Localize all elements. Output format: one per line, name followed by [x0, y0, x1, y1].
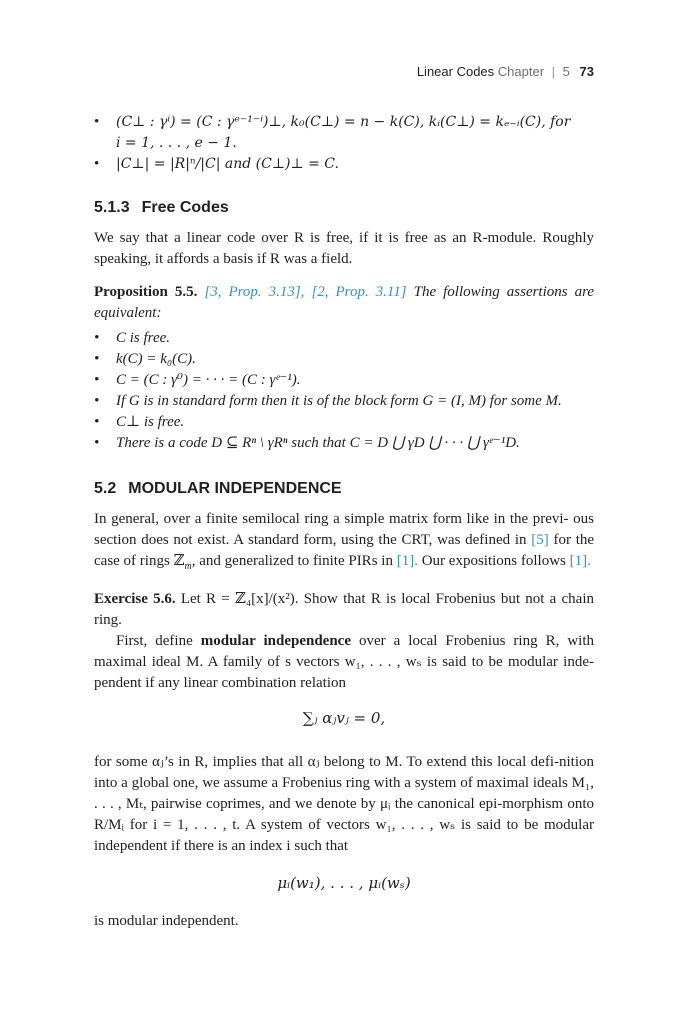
subscript: m	[184, 561, 192, 572]
paragraph-text: follows	[520, 553, 566, 569]
proposition-items	[94, 328, 594, 454]
section-number: 5.1.3	[94, 199, 130, 216]
list-item	[94, 154, 594, 175]
running-head-separator: |	[551, 64, 556, 79]
exercise-statement	[94, 589, 594, 631]
citation-link[interactable]: [3, Prop. 3.13],	[204, 284, 305, 300]
paragraph-modular-independence	[94, 631, 594, 694]
paragraph-text: Our expositions	[421, 553, 518, 569]
proposition-text: The following assertions are	[413, 284, 595, 300]
paragraph-free-code: We say that a linear code over R is free, if it is free as an R-module. Roughly speaking, it affords a basis if R was a field.	[94, 230, 594, 267]
list-item	[94, 112, 594, 154]
page-number: 73	[579, 64, 594, 79]
paragraph-general	[94, 509, 594, 577]
dual-code-cardinality: |C⊥| = |R|ⁿ/|C| and (C⊥)⊥ = C.	[116, 156, 339, 172]
page-body	[94, 112, 594, 932]
paragraph-text: ous section does not exist. A standard form, using the CRT, was defined in	[94, 511, 594, 548]
section-heading	[94, 478, 594, 499]
exercise-label: Exercise 5.6.	[94, 591, 176, 607]
section-number: 5.2	[94, 480, 117, 497]
list-item: • C is free.	[94, 328, 594, 349]
proposition-label: Proposition 5.5.	[94, 284, 198, 300]
citation-link[interactable]: [5]	[531, 532, 549, 548]
list-item: • C = (C : γ⁰) = · · · = (C : γᵉ⁻¹).	[94, 370, 594, 391]
citation-link[interactable]: [1].	[569, 553, 591, 569]
display-equation	[94, 873, 594, 895]
display-equation	[94, 708, 594, 730]
exercise-text-continued: chain ring.	[94, 591, 594, 628]
section-heading	[94, 197, 594, 218]
paragraph-text: In general, over a finite semilocal ring a simple matrix form like in the previ-	[94, 511, 569, 527]
dual-code-relation: (C⊥ : γⁱ) = (C : γᵉ⁻¹⁻ⁱ)⊥, k₀(C⊥) = n − k(C), kᵢ(C⊥) = kₑ₋ᵢ(C), for	[116, 114, 571, 130]
list-item: • There is a code D ⊆ Rⁿ \ γRⁿ such that C = D ⋃ γD ⋃ · · · ⋃ γᵉ⁻¹D.	[94, 433, 594, 454]
section-title: Free Codes	[141, 199, 229, 216]
proposition-text-continued: equivalent:	[94, 305, 162, 321]
running-head-title: Linear Codes	[416, 64, 495, 79]
proposition-statement	[94, 282, 594, 324]
equation-epimorphism-images: μᵢ(w₁), . . . , μᵢ(wₛ)	[277, 874, 411, 892]
paragraph-text: over a local Frobenius ring R, with maximal ideal M. A family of s vectors w₁, . . . , wₛ is said to be modular inde-pendent if any linear combination relation	[94, 633, 595, 691]
equation-sum: ∑ⱼ αⱼvⱼ = 0,	[302, 709, 386, 727]
dual-code-relation-continued: i = 1, . . . , e − 1.	[116, 135, 237, 151]
list-item: • k(C) = k₀(C).	[94, 349, 594, 370]
citation-link[interactable]: [1].	[396, 553, 418, 569]
paragraph-closing: is modular independent.	[94, 913, 239, 929]
citation-link[interactable]: [2, Prop. 3.11]	[311, 284, 407, 300]
running-head-chapter-number: 5	[562, 64, 570, 79]
paragraph-text: First, define	[116, 633, 193, 649]
list-item: • C⊥ is free.	[94, 412, 594, 433]
exercise-text: Let R = ℤ₄[x]/(x²). Show that R is local Frobenius but not a	[180, 591, 557, 607]
paragraph-text: , and generalized to finite PIRs in	[191, 553, 393, 569]
dual-code-properties-list	[94, 112, 594, 175]
running-head-chapter: Chapter	[497, 64, 545, 79]
paragraph-text: for the case of rings ℤ	[94, 532, 595, 569]
defined-term: modular independence	[200, 633, 351, 649]
section-title: MODULAR INDEPENDENCE	[128, 480, 342, 497]
paragraph-global-definition: for some αⱼ’s in R, implies that all αⱼ belong to M. To extend this local defi-nition into a global one, we assume a Frobenius ring with a system of maximal ideals M₁, . . . , Mₜ, pairwise coprimes, and we denote by μᵢ the canonical epi-morphism onto R/Mᵢ for i = 1, . . . , t. A system of vectors w₁, . . . , wₛ is said to be modular independent if there is an index i such that	[94, 754, 594, 854]
list-item: • If G is in standard form then it is of the block form G = (I, M) for some M.	[94, 391, 594, 412]
running-head	[417, 64, 594, 79]
